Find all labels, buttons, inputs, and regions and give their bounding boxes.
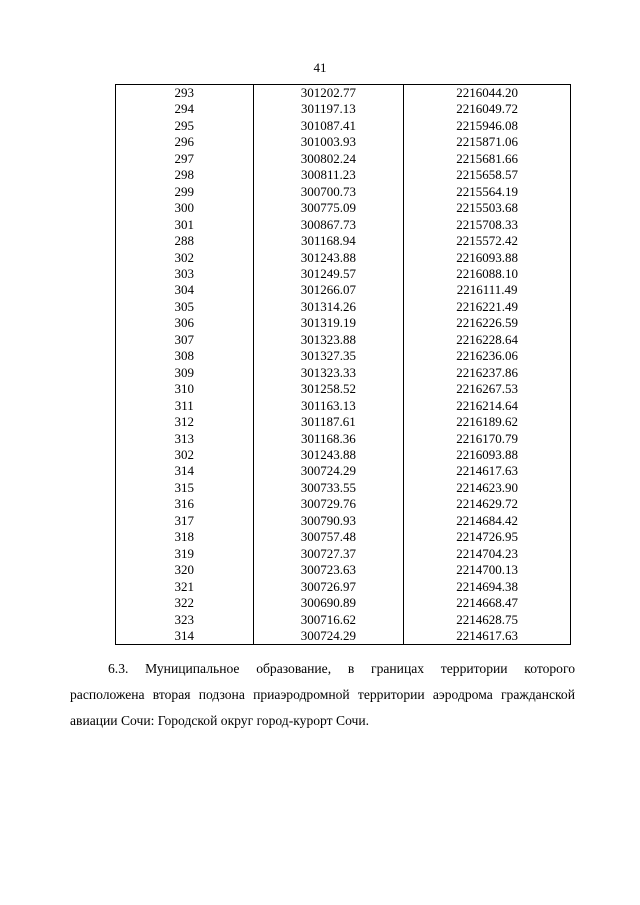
y-coordinate-cell: 2215871.06 — [404, 134, 571, 150]
y-coordinate-cell: 2214704.23 — [404, 546, 571, 562]
x-coordinate-cell: 301319.19 — [253, 315, 404, 331]
point-number-cell: 296 — [116, 134, 254, 150]
point-number-cell: 313 — [116, 431, 254, 447]
table-row — [116, 496, 571, 512]
y-coordinate-cell: 2216093.88 — [404, 250, 571, 266]
point-number-cell: 306 — [116, 315, 254, 331]
x-coordinate-cell: 301323.88 — [253, 332, 404, 348]
y-coordinate-cell: 2214617.63 — [404, 628, 571, 645]
point-number-cell: 317 — [116, 513, 254, 529]
table-row — [116, 167, 571, 183]
y-coordinate-cell: 2216226.59 — [404, 315, 571, 331]
x-coordinate-cell: 301168.36 — [253, 431, 404, 447]
x-coordinate-cell: 300775.09 — [253, 200, 404, 216]
point-number-cell: 309 — [116, 365, 254, 381]
point-number-cell: 302 — [116, 250, 254, 266]
table-row — [116, 315, 571, 331]
table-row — [116, 217, 571, 233]
x-coordinate-cell: 300724.29 — [253, 628, 404, 645]
x-coordinate-cell: 300867.73 — [253, 217, 404, 233]
y-coordinate-cell: 2215503.68 — [404, 200, 571, 216]
point-number-cell: 311 — [116, 398, 254, 414]
table-row — [116, 431, 571, 447]
paragraph-line: расположена вторая подзона приаэродромной территории аэродрома гражданской — [70, 687, 575, 702]
x-coordinate-cell: 301323.33 — [253, 365, 404, 381]
x-coordinate-cell: 301249.57 — [253, 266, 404, 282]
y-coordinate-cell: 2214617.63 — [404, 463, 571, 479]
point-number-cell: 319 — [116, 546, 254, 562]
y-coordinate-cell: 2216221.49 — [404, 299, 571, 315]
y-coordinate-cell: 2216111.49 — [404, 282, 571, 298]
point-number-cell: 299 — [116, 184, 254, 200]
x-coordinate-cell: 300790.93 — [253, 513, 404, 529]
x-coordinate-cell: 300700.73 — [253, 184, 404, 200]
point-number-cell: 297 — [116, 151, 254, 167]
page-number: 41 — [313, 60, 327, 75]
table-row — [116, 628, 571, 645]
table-row — [116, 118, 571, 134]
table-row — [116, 562, 571, 578]
point-number-cell: 322 — [116, 595, 254, 611]
x-coordinate-cell: 300726.97 — [253, 579, 404, 595]
y-coordinate-cell: 2214684.42 — [404, 513, 571, 529]
y-coordinate-cell: 2216228.64 — [404, 332, 571, 348]
x-coordinate-cell: 300723.63 — [253, 562, 404, 578]
x-coordinate-cell: 301202.77 — [253, 85, 404, 102]
table-row — [116, 398, 571, 414]
point-number-cell: 314 — [116, 463, 254, 479]
y-coordinate-cell: 2214668.47 — [404, 595, 571, 611]
table-row — [116, 348, 571, 364]
x-coordinate-cell: 301187.61 — [253, 414, 404, 430]
point-number-cell: 320 — [116, 562, 254, 578]
x-coordinate-cell: 300733.55 — [253, 480, 404, 496]
table-row — [116, 612, 571, 628]
table-row — [116, 332, 571, 348]
y-coordinate-cell: 2215681.66 — [404, 151, 571, 167]
y-coordinate-cell: 2214700.13 — [404, 562, 571, 578]
x-coordinate-cell: 300811.23 — [253, 167, 404, 183]
y-coordinate-cell: 2214623.90 — [404, 480, 571, 496]
table-row — [116, 447, 571, 463]
y-coordinate-cell: 2215946.08 — [404, 118, 571, 134]
y-coordinate-cell: 2216237.86 — [404, 365, 571, 381]
table-row — [116, 579, 571, 595]
y-coordinate-cell: 2215572.42 — [404, 233, 571, 249]
paragraph-line: авиации Сочи: Городской округ город-курорт Сочи. — [70, 713, 370, 728]
point-number-cell: 308 — [116, 348, 254, 364]
point-number-cell: 305 — [116, 299, 254, 315]
municipality-paragraph — [70, 656, 575, 734]
point-number-cell: 301 — [116, 217, 254, 233]
point-number-cell: 323 — [116, 612, 254, 628]
x-coordinate-cell: 301266.07 — [253, 282, 404, 298]
table-row — [116, 151, 571, 167]
table-row — [116, 200, 571, 216]
paragraph-line: 6.3. Муниципальное образование, в границах территории которого — [108, 661, 575, 676]
table-row — [116, 414, 571, 430]
x-coordinate-cell: 300757.48 — [253, 529, 404, 545]
x-coordinate-cell: 301087.41 — [253, 118, 404, 134]
x-coordinate-cell: 300729.76 — [253, 496, 404, 512]
table-row — [116, 282, 571, 298]
y-coordinate-cell: 2215708.33 — [404, 217, 571, 233]
table-row — [116, 233, 571, 249]
y-coordinate-cell: 2215564.19 — [404, 184, 571, 200]
y-coordinate-cell: 2216236.06 — [404, 348, 571, 364]
point-number-cell: 307 — [116, 332, 254, 348]
point-number-cell: 312 — [116, 414, 254, 430]
point-number-cell: 295 — [116, 118, 254, 134]
table-row — [116, 381, 571, 397]
x-coordinate-cell: 301197.13 — [253, 101, 404, 117]
table-row — [116, 365, 571, 381]
x-coordinate-cell: 300727.37 — [253, 546, 404, 562]
y-coordinate-cell: 2214694.38 — [404, 579, 571, 595]
y-coordinate-cell: 2214628.75 — [404, 612, 571, 628]
table-row — [116, 595, 571, 611]
point-number-cell: 316 — [116, 496, 254, 512]
x-coordinate-cell: 301163.13 — [253, 398, 404, 414]
point-number-cell: 294 — [116, 101, 254, 117]
table-row — [116, 101, 571, 117]
x-coordinate-cell: 300690.89 — [253, 595, 404, 611]
x-coordinate-cell: 300724.29 — [253, 463, 404, 479]
point-number-cell: 318 — [116, 529, 254, 545]
coordinates-table — [115, 84, 571, 645]
table-row — [116, 250, 571, 266]
point-number-cell: 303 — [116, 266, 254, 282]
point-number-cell: 310 — [116, 381, 254, 397]
x-coordinate-cell: 300802.24 — [253, 151, 404, 167]
x-coordinate-cell: 300716.62 — [253, 612, 404, 628]
y-coordinate-cell: 2216049.72 — [404, 101, 571, 117]
table-row — [116, 266, 571, 282]
point-number-cell: 304 — [116, 282, 254, 298]
x-coordinate-cell: 301243.88 — [253, 250, 404, 266]
y-coordinate-cell: 2216093.88 — [404, 447, 571, 463]
point-number-cell: 321 — [116, 579, 254, 595]
x-coordinate-cell: 301327.35 — [253, 348, 404, 364]
table-row — [116, 299, 571, 315]
table-row — [116, 529, 571, 545]
x-coordinate-cell: 301314.26 — [253, 299, 404, 315]
table-row — [116, 85, 571, 102]
table-row — [116, 513, 571, 529]
y-coordinate-cell: 2214629.72 — [404, 496, 571, 512]
x-coordinate-cell: 301258.52 — [253, 381, 404, 397]
x-coordinate-cell: 301243.88 — [253, 447, 404, 463]
y-coordinate-cell: 2216267.53 — [404, 381, 571, 397]
table-body — [116, 85, 571, 645]
point-number-cell: 314 — [116, 628, 254, 645]
point-number-cell: 300 — [116, 200, 254, 216]
point-number-cell: 298 — [116, 167, 254, 183]
point-number-cell: 293 — [116, 85, 254, 102]
x-coordinate-cell: 301168.94 — [253, 233, 404, 249]
y-coordinate-cell: 2214726.95 — [404, 529, 571, 545]
table-row — [116, 463, 571, 479]
table-row — [116, 546, 571, 562]
table-row — [116, 480, 571, 496]
y-coordinate-cell: 2216088.10 — [404, 266, 571, 282]
table-row — [116, 134, 571, 150]
table-row — [116, 184, 571, 200]
y-coordinate-cell: 2215658.57 — [404, 167, 571, 183]
point-number-cell: 302 — [116, 447, 254, 463]
y-coordinate-cell: 2216044.20 — [404, 85, 571, 102]
point-number-cell: 315 — [116, 480, 254, 496]
x-coordinate-cell: 301003.93 — [253, 134, 404, 150]
y-coordinate-cell: 2216170.79 — [404, 431, 571, 447]
point-number-cell: 288 — [116, 233, 254, 249]
y-coordinate-cell: 2216214.64 — [404, 398, 571, 414]
y-coordinate-cell: 2216189.62 — [404, 414, 571, 430]
